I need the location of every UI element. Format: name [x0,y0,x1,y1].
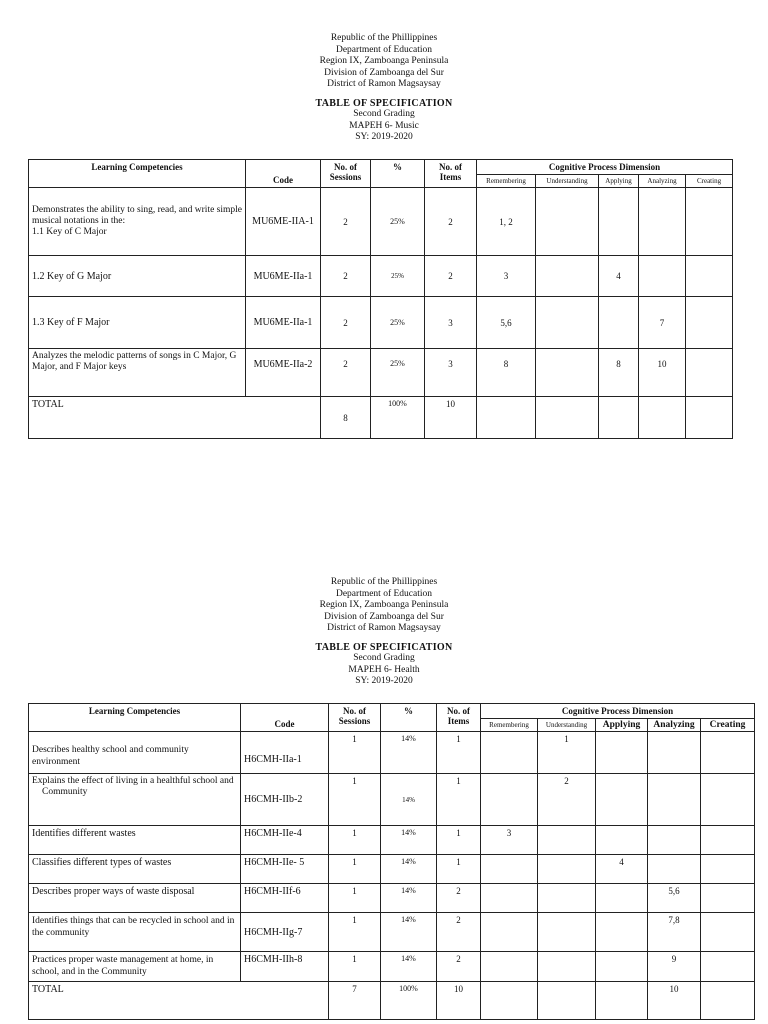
total-items: 10 [437,982,481,1020]
competency-text: Classifies different types of wastes [29,855,241,884]
remembering-cell: 3 [481,826,538,855]
district-line: District of Ramon Magsaysay [327,623,441,633]
percent-cell: 25% [371,188,425,256]
competency-text: Demonstrates the ability to sing, read, and write simple musical notations in the: [32,205,243,226]
region-line: Region IX, Zamboanga Peninsula [319,56,449,66]
col-sessions: No. of Sessions [329,704,381,732]
col-cognitive-dimension: Cognitive Process Dimension [481,704,755,719]
remembering-cell [481,913,538,952]
remembering-cell: 8 [477,349,536,397]
creating-cell [686,188,733,256]
tos1-subject: MAPEH 6- Music [349,120,419,131]
col-code: Code [241,704,329,732]
total-label: TOTAL [29,397,321,439]
col-remembering: Remembering [477,175,536,188]
competency-text: Analyzes the melodic patterns of songs in C Major, G Major, and F Major keys [29,349,246,397]
understanding-cell: 1 [538,732,596,774]
items-cell: 1 [437,855,481,884]
sessions-cell: 1 [329,855,381,884]
percent-cell: 14% [381,913,437,952]
col-creating: Creating [701,719,755,732]
competency-text: 1.2 Key of G Major [29,256,246,297]
analyzing-cell [648,826,701,855]
tos2-grading: Second Grading [353,653,415,663]
code-cell: MU6ME-IIa-2 [246,349,321,397]
code-cell: H6CMH-IIa-1 [241,732,329,774]
creating-cell [686,349,733,397]
sessions-cell: 2 [321,297,371,349]
understanding-cell [538,884,596,913]
creating-cell [686,297,733,349]
total-items: 10 [425,397,477,439]
analyzing-cell: 10 [639,349,686,397]
remembering-cell [481,855,538,884]
total-percent: 100% [371,397,425,439]
understanding-cell [538,855,596,884]
district-line: District of Ramon Magsaysay [327,79,441,89]
percent-cell: 25% [371,297,425,349]
code-cell: MU6ME-IIa-1 [246,297,321,349]
sessions-cell: 1 [329,826,381,855]
table-row [29,774,755,826]
total-percent: 100% [381,982,437,1020]
applying-cell [596,826,648,855]
creating-cell [701,884,755,913]
applying-cell [596,952,648,982]
percent-cell: 14% [381,826,437,855]
table-row [29,826,755,855]
col-percent: % [381,704,437,732]
republic-line: Republic of the Phillippines [330,33,438,43]
sessions-cell: 1 [329,952,381,982]
remembering-cell [481,774,538,826]
analyzing-cell [648,774,701,826]
competency-text: Describes proper ways of waste disposal [29,884,241,913]
col-cognitive-dimension: Cognitive Process Dimension [477,160,733,175]
code-cell: H6CMH-IIg-7 [241,913,329,952]
items-cell: 2 [425,256,477,297]
col-competencies: Learning Competencies [29,704,241,732]
tos1-school-year: SY: 2019-2020 [355,132,413,142]
competency-subtext: 1.1 Key of C Major [32,227,107,237]
understanding-cell [536,297,599,349]
applying-cell: 4 [599,256,639,297]
applying-cell: 8 [599,349,639,397]
tos2-school-year: SY: 2019-2020 [355,676,413,686]
applying-cell [599,297,639,349]
col-items: No. of Items [425,160,477,188]
items-cell: 3 [425,297,477,349]
creating-cell [701,855,755,884]
analyzing-cell: 9 [648,952,701,982]
analyzing-cell: 7,8 [648,913,701,952]
col-remembering: Remembering [481,719,538,732]
applying-cell [596,884,648,913]
applying-cell [596,913,648,952]
creating-cell [686,256,733,297]
applying-cell [596,774,648,826]
competency-text: 1.3 Key of F Major [29,297,246,349]
republic-line: Republic of the Phillippines [330,577,438,587]
division-line: Division of Zamboanga del Sur [324,67,444,78]
tos1-grading: Second Grading [353,109,415,119]
col-sessions: No. of Sessions [321,160,371,188]
items-cell: 1 [437,732,481,774]
creating-cell [701,774,755,826]
sessions-cell: 2 [321,256,371,297]
items-cell: 2 [437,913,481,952]
table-row [29,884,755,913]
creating-cell [701,913,755,952]
percent-cell: 14% [381,774,437,826]
percent-cell: 25% [371,349,425,397]
col-creating: Creating [686,175,733,188]
percent-cell: 14% [381,952,437,982]
col-analyzing: Analyzing [639,175,686,188]
tos1-table [28,159,733,439]
region-line: Region IX, Zamboanga Peninsula [319,600,449,610]
percent-cell: 14% [381,855,437,884]
tos2-subject: MAPEH 6- Health [348,664,420,675]
analyzing-cell: 7 [639,297,686,349]
table-row [29,349,733,397]
table-row [29,256,733,297]
applying-cell [596,732,648,774]
tos2-header [0,577,768,688]
analyzing-cell: 5,6 [648,884,701,913]
sessions-cell: 1 [329,884,381,913]
understanding-cell [538,913,596,952]
sessions-cell: 1 [329,732,381,774]
competency-text: Describes healthy school and community environment [29,732,241,774]
competency-subtext: Community [42,787,88,797]
items-cell: 3 [425,349,477,397]
analyzing-cell [648,732,701,774]
table-row [29,188,733,256]
tos2-title: TABLE OF SPECIFICATION [315,641,453,653]
code-cell: H6CMH-IIf-6 [241,884,329,913]
understanding-cell [538,826,596,855]
remembering-cell [481,732,538,774]
remembering-cell: 3 [477,256,536,297]
items-cell: 2 [437,952,481,982]
col-competencies: Learning Competencies [29,160,246,188]
code-cell: H6CMH-IIe- 5 [241,855,329,884]
understanding-cell [536,188,599,256]
total-sessions: 8 [321,397,371,439]
understanding-cell: 2 [538,774,596,826]
applying-cell: 4 [596,855,648,884]
remembering-cell [481,952,538,982]
competency-text: Identifies things that can be recycled in school and in the community [29,913,241,952]
division-line: Division of Zamboanga del Sur [324,611,444,622]
table-row [29,732,755,774]
total-row [29,982,755,1020]
table-row [29,297,733,349]
analyzing-cell [648,855,701,884]
department-line: Department of Education [335,588,433,599]
analyzing-cell [639,256,686,297]
understanding-cell [536,349,599,397]
table-row [29,913,755,952]
tos1-header [0,33,768,144]
code-cell: H6CMH-IIh-8 [241,952,329,982]
sessions-cell: 2 [321,349,371,397]
code-cell: H6CMH-IIe-4 [241,826,329,855]
total-row [29,397,733,439]
col-applying: Applying [599,175,639,188]
applying-cell [599,188,639,256]
sessions-cell: 1 [329,913,381,952]
analyzing-cell [639,188,686,256]
code-cell: MU6ME-IIA-1 [246,188,321,256]
competency-text: Explains the effect of living in a healthful school and [32,776,234,786]
table-row [29,855,755,884]
col-percent: % [371,160,425,188]
competency-text: Practices proper waste management at home, in school, and in the Community [29,952,241,982]
col-analyzing: Analyzing [648,719,701,732]
col-items: No. of Items [437,704,481,732]
understanding-cell [538,952,596,982]
percent-cell: 14% [381,732,437,774]
table-row [29,952,755,982]
creating-cell [701,952,755,982]
items-cell: 2 [437,884,481,913]
sessions-cell: 1 [329,774,381,826]
col-understanding: Understanding [536,175,599,188]
remembering-cell [481,884,538,913]
percent-cell: 14% [381,884,437,913]
percent-cell: 25% [371,256,425,297]
tos1-title: TABLE OF SPECIFICATION [315,97,453,109]
competency-text: Identifies different wastes [29,826,241,855]
total-label: TOTAL [29,982,329,1020]
creating-cell [701,826,755,855]
total-sessions: 7 [329,982,381,1020]
code-cell: H6CMH-IIb-2 [241,774,329,826]
remembering-cell: 1, 2 [477,188,536,256]
col-understanding: Understanding [538,719,596,732]
department-line: Department of Education [335,44,433,55]
tos2-table [28,703,755,1020]
sessions-cell: 2 [321,188,371,256]
understanding-cell [536,256,599,297]
remembering-cell: 5,6 [477,297,536,349]
creating-cell [701,732,755,774]
items-cell: 2 [425,188,477,256]
total-analyzing: 10 [648,982,701,1020]
col-code: Code [246,160,321,188]
col-applying: Applying [596,719,648,732]
code-cell: MU6ME-IIa-1 [246,256,321,297]
items-cell: 1 [437,774,481,826]
items-cell: 1 [437,826,481,855]
